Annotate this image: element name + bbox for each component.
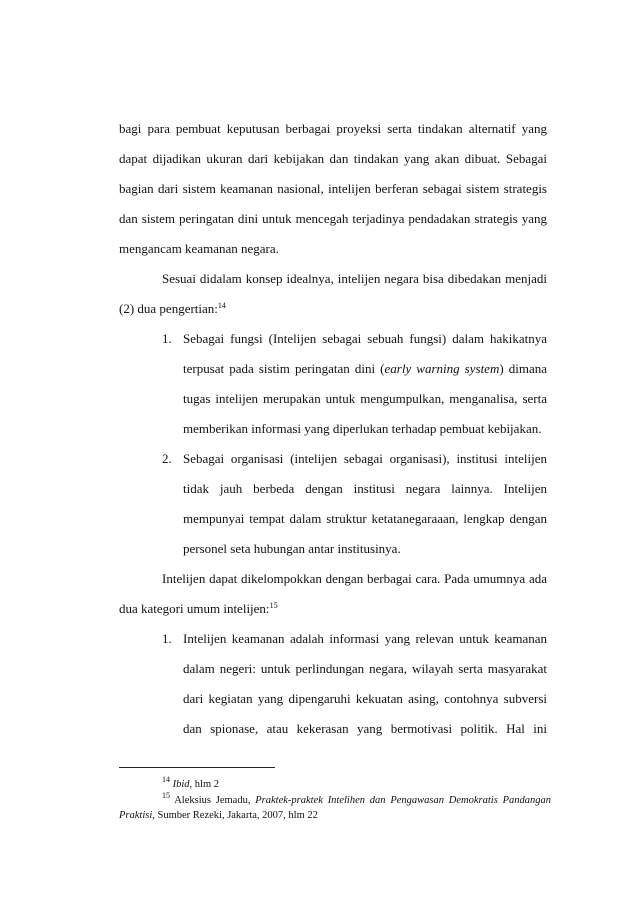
paragraph-line	[119, 601, 547, 617]
footnote-italic: Ibid	[172, 779, 190, 790]
list-item	[162, 331, 547, 347]
footnote-title: Praktisi	[119, 810, 153, 821]
paragraph-line: bagi para pembuat keputusan berbagai proyeksi serta tindakan alternatif yang	[119, 121, 547, 136]
list-line: personel seta hubungan antar institusinya.	[183, 541, 401, 556]
footnote-number: 14	[162, 775, 170, 784]
footnote-ref: 14	[217, 301, 226, 310]
list-text: Sebagai fungsi (Intelijen sebagai sebuah fungsi) dalam hakikatnya	[183, 331, 547, 346]
list-number: 1.	[162, 631, 172, 646]
footnote-15	[162, 793, 551, 808]
paragraph-line: bagian dari sistem keamanan nasional, intelijen berferan sebagai sistem strategis	[119, 181, 547, 196]
footnote-14	[162, 777, 551, 792]
list-number: 1.	[162, 331, 172, 346]
footnote-text: , hlm 2	[189, 779, 220, 790]
footnote-title: Praktek-praktek Intelihen dan Pengawasan Demokratis Pandangan	[255, 795, 551, 806]
list-line: dan spionase, atau kekerasan yang bermotivasi politik. Hal ini	[183, 721, 547, 736]
paragraph-line: Sesuai didalam konsep idealnya, intelijen negara bisa dibedakan menjadi	[162, 271, 547, 286]
paragraph-line: dapat dijadikan ukuran dari kebijakan dan tindakan yang akan dibuat. Sebagai	[119, 151, 547, 166]
list-item	[162, 631, 547, 647]
paragraph-line: mengancam keamanan negara.	[119, 241, 279, 256]
list-line	[183, 361, 547, 377]
paragraph-text: dua kategori umum intelijen:	[119, 601, 270, 616]
footnote-number: 15	[162, 791, 170, 800]
list-item	[162, 451, 547, 467]
list-line: dari kegiatan yang dipengaruhi kekuatan asing, contohnya subversi	[183, 691, 547, 706]
list-line: dalam negeri: untuk perlindungan negara, wilayah serta masyarakat	[183, 661, 547, 676]
footnote-15-cont	[119, 808, 551, 823]
list-text: Intelijen keamanan adalah informasi yang relevan untuk keamanan	[183, 631, 547, 646]
footnote-ref: 15	[269, 601, 278, 610]
footnote-text: , Sumber Rezeki, Jakarta, 2007, hlm 22	[152, 810, 318, 821]
list-line: tugas intelijen merupakan untuk mengumpulkan, menganalisa, serta	[183, 391, 547, 406]
list-line: mempunyai tempat dalam struktur ketatanegaraaan, lengkap dengan	[183, 511, 547, 526]
italic-term: early warning system	[384, 361, 500, 376]
paragraph-line	[119, 301, 547, 317]
list-number: 2.	[162, 451, 172, 466]
paragraph-line: dan sistem peringatan dini untuk mencegah terjadinya pendadakan strategis yang	[119, 211, 547, 226]
footnote-divider	[119, 767, 275, 768]
list-text: ) dimana	[499, 361, 547, 376]
footnote-author: Aleksius Jemadu,	[174, 795, 251, 806]
list-line: memberikan informasi yang diperlukan terhadap pembuat kebijakan.	[183, 421, 542, 436]
paragraph-text: (2) dua pengertian:	[119, 301, 218, 316]
paragraph-line: Intelijen dapat dikelompokkan dengan berbagai cara. Pada umumnya ada	[162, 571, 547, 586]
list-text: terpusat pada sistim peringatan dini (	[183, 361, 385, 376]
list-text: Sebagai organisasi (intelijen sebagai organisasi), institusi intelijen	[183, 451, 547, 466]
list-line: tidak jauh berbeda dengan institusi negara lainnya. Intelijen	[183, 481, 547, 496]
